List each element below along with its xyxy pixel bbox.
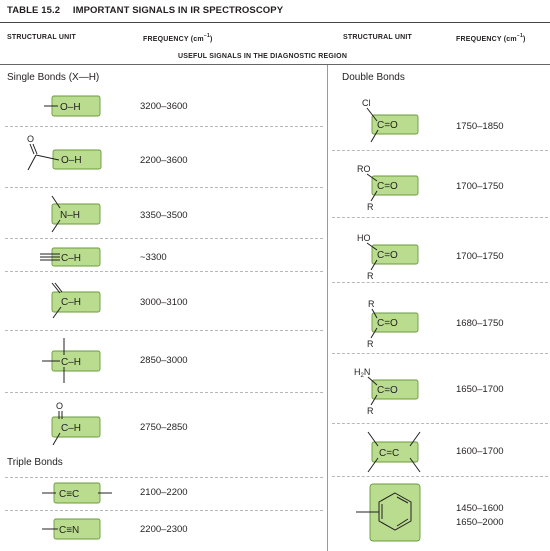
oxygen-label: O (56, 401, 64, 411)
amide-structure (354, 367, 418, 416)
frequency-cell: 2200–2300 (140, 524, 188, 535)
frequency-cell: 2750–2850 (140, 422, 188, 433)
header-frequency-left: FREQUENCY $(cm^{-1})$ (143, 33, 213, 43)
alkyne-ch-structure (40, 248, 100, 266)
alkane-ch-structure (42, 338, 100, 383)
table-name: IMPORTANT SIGNALS IN IR SPECTROSCOPY (72, 5, 284, 16)
frequency-cell: 1680–1750 (456, 318, 504, 329)
header-structural-unit-left: STRUCTURAL UNIT (7, 34, 76, 41)
frequency-cell: ~3300 (140, 252, 167, 263)
table-number: TABLE 15.2 (7, 5, 61, 16)
structure-label: O–H (60, 102, 81, 113)
substituent-label: HO (357, 233, 371, 243)
structure-label: C–H (61, 297, 82, 308)
aldehyde-ch-structure (52, 401, 100, 445)
frequency-cell: 1600–1700 (456, 446, 504, 457)
ester-structure (357, 164, 418, 212)
triple-bonds-heading: Triple Bonds (7, 457, 63, 468)
carboxylic-acid-structure (357, 233, 418, 281)
carboxylic-oh-structure (27, 134, 101, 170)
substituent-label: $H_2N$ (354, 367, 371, 379)
structure-label: C≡N (59, 525, 80, 536)
hydroxyl-structure (44, 96, 100, 116)
frequency-cell: 3350–3500 (140, 210, 188, 221)
alkyne-structure (42, 483, 112, 503)
frequency-cell: 1650–1700 (456, 384, 504, 395)
alkene-ch-structure (52, 283, 100, 318)
structure-label: C=O (377, 250, 398, 261)
structure-label: C=C (379, 448, 400, 459)
structure-label: C=O (377, 318, 398, 329)
structure-label: C≡C (59, 489, 80, 500)
frequency-cell: 2850–3000 (140, 355, 188, 366)
frequency-cell: 1700–1750 (456, 251, 504, 262)
structure-label: C–H (61, 423, 82, 434)
double-bonds-heading: Double Bonds (342, 72, 405, 83)
frequency-cell: 2200–3600 (140, 155, 188, 166)
benzene-structure (356, 484, 420, 541)
bond-line (28, 155, 36, 170)
substituent-label: R (367, 202, 374, 212)
substituent-label: RO (357, 164, 371, 174)
nitrile-structure (42, 519, 100, 539)
frequency-cell: 1450–1600 (456, 503, 504, 514)
frequency-cell: 3000–3100 (140, 297, 188, 308)
substituent-label: R (367, 271, 374, 281)
acid-chloride-structure (362, 98, 418, 142)
alkene-structure (368, 432, 420, 472)
amine-structure (52, 196, 100, 232)
single-bonds-heading: Single Bonds (X—H) (7, 72, 100, 83)
substituent-label: R (367, 406, 374, 416)
structure-label: C–H (61, 357, 82, 368)
header-useful-signals: USEFUL SIGNALS IN THE DIAGNOSTIC REGION (178, 53, 348, 60)
frequency-cell: 1700–1750 (456, 181, 504, 192)
frequency-cell: 3200–3600 (140, 101, 188, 112)
substituent-label: Cl (362, 98, 371, 108)
ketone-structure (367, 299, 418, 349)
header-structural-unit-right: STRUCTURAL UNIT (343, 34, 412, 41)
structure-label: C=O (377, 181, 398, 192)
frequency-cell: 1750–1850 (456, 121, 504, 132)
structure-label: C–H (61, 253, 82, 264)
header-frequency-right: FREQUENCY $(cm^{-1})$ (456, 33, 526, 43)
structure-label: C=O (377, 385, 398, 396)
structure-label: O–H (61, 155, 82, 166)
frequency-cell: 1650–2000 (456, 517, 504, 528)
substituent-label: R (367, 339, 374, 349)
structure-label: N–H (60, 210, 81, 221)
substituent-label: R (368, 299, 375, 309)
structure-label: C=O (377, 120, 398, 131)
frequency-cell: 2100–2200 (140, 487, 188, 498)
oxygen-label: O (27, 134, 35, 144)
